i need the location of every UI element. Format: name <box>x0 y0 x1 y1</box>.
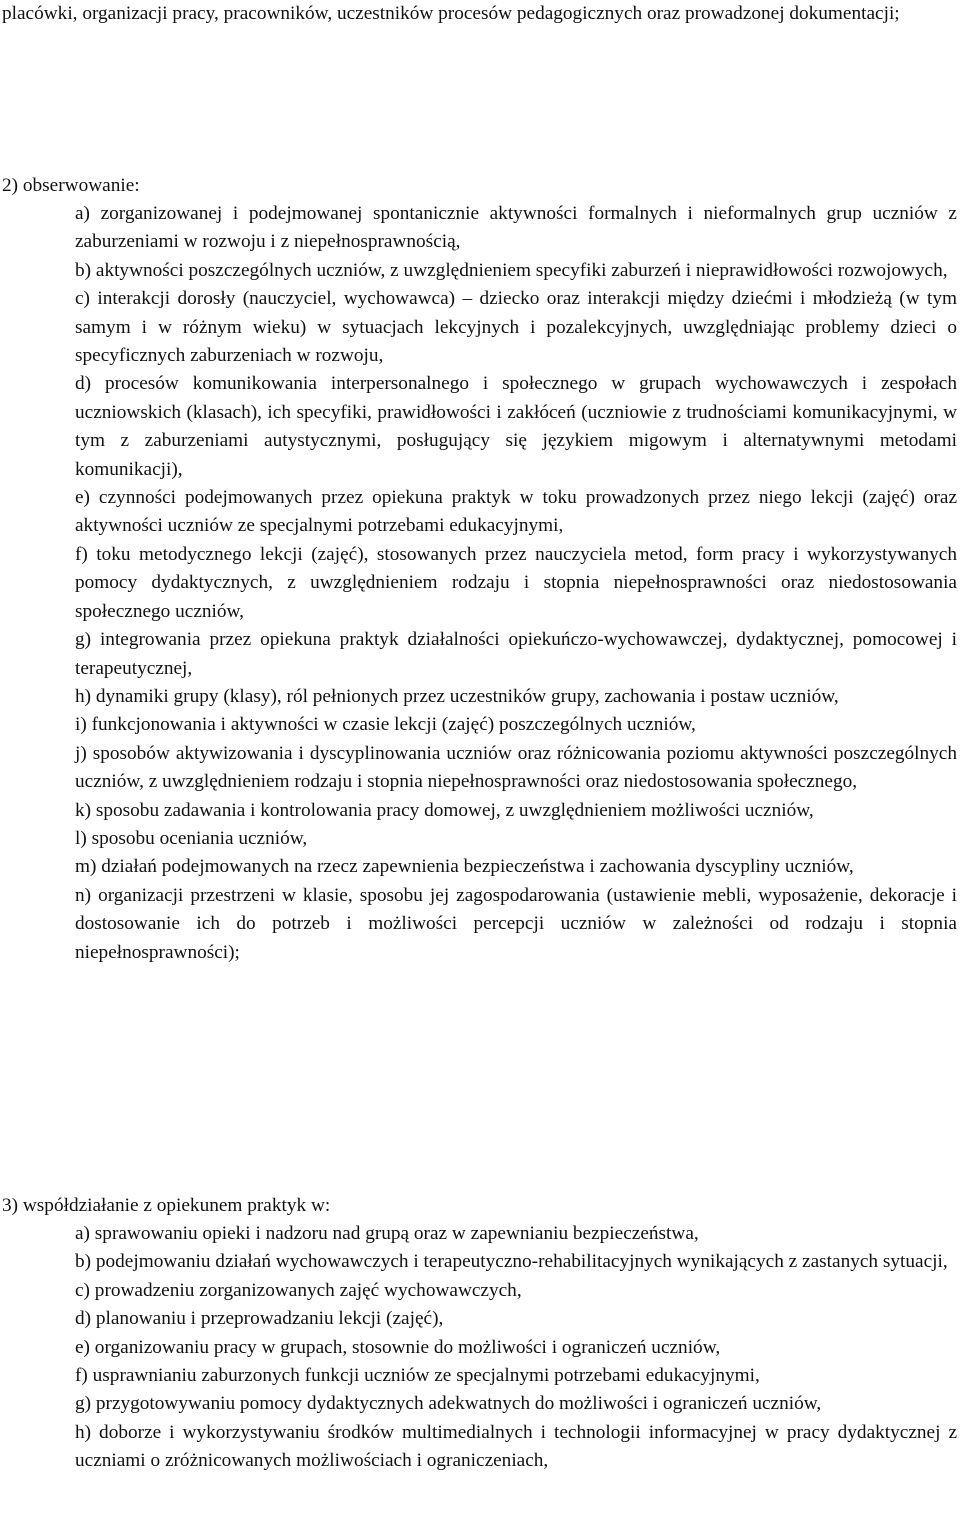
section-2-item-m: m) działań podejmowanych na rzecz zapewnienia bezpieczeństwa i zachowania dyscypliny uczniów, <box>75 856 854 878</box>
section-3-item-e: e) organizowaniu pracy w grupach, stosownie do możliwości i ograniczeń uczniów, <box>75 1336 721 1358</box>
section-2-item-k: k) sposobu zadawania i kontrolowania pracy domowej, z uwzględnieniem możliwości uczniów, <box>75 799 814 821</box>
section-2-item-d: d) procesów komunikowania interpersonalnego i społecznego w grupach wychowawczych i zespołach uczniowskich (klasach), ich specyfiki, prawidłowości i zakłóceń (uczniowie z trudnościami komunikacyjnymi, w tym z zaburzeniami autystycznymi, posługujący się językiem migowym i alternatywnymi metodami komunikacji), <box>75 373 957 480</box>
section-2-item-b: b) aktywności poszczególnych uczniów, z uwzględnieniem specyfiki zaburzeń i nieprawidłowości rozwojowych, <box>75 259 948 281</box>
section-2-item-l: l) sposobu oceniania uczniów, <box>75 827 308 849</box>
section-2-heading-block <box>2 172 957 200</box>
intro-paragraph <box>2 0 957 28</box>
section-2-item-g: g) integrowania przez opiekuna praktyk działalności opiekuńczo-wychowawczej, dydaktycznej, pomocowej i terapeutycznej, <box>75 629 957 679</box>
section-2-item-f: f) toku metodycznego lekcji (zajęć), stosowanych przez nauczyciela metod, form pracy i wykorzystywanych pomocy dydaktycznych, z uwzględnieniem rodzaju i stopnia niepełnosprawności oraz niedostosowania społecznego uczniów, <box>75 543 957 622</box>
section-2-heading: 2) obserwowanie: <box>2 175 140 196</box>
section-3-item-g: g) przygotowywaniu pomocy dydaktycznych adekwatnych do możliwości i ograniczeń uczniów, <box>75 1393 822 1415</box>
section-3-heading-block <box>2 1192 957 1220</box>
section-2-list <box>75 200 957 967</box>
section-3-item-b: b) podejmowaniu działań wychowawczych i terapeutyczno-rehabilitacyjnych wynikających z zastanych sytuacji, <box>75 1251 948 1273</box>
section-2-item-h: h) dynamiki grupy (klasy), ról pełnionych przez uczestników grupy, zachowania i postaw uczniów, <box>75 685 839 707</box>
section-3-list <box>75 1220 957 1476</box>
section-3-item-h: h) doborze i wykorzystywaniu środków multimedialnych i technologii informacyjnej w pracy dydaktycznej z uczniami o zróżnicowanych możliwościach i ograniczeniach, <box>75 1421 957 1472</box>
section-3-item-d: d) planowaniu i przeprowadzaniu lekcji (zajęć), <box>75 1308 444 1330</box>
section-3-item-f: f) usprawnianiu zaburzonych funkcji uczniów ze specjalnymi potrzebami edukacyjnymi, <box>75 1365 760 1387</box>
section-2-item-j: j) sposobów aktywizowania i dyscyplinowania uczniów oraz różnicowania poziomu aktywności poszczególnych uczniów, z uwzględnieniem rodzaju i stopnia niepełnosprawności oraz niedostosowania społecznego, <box>75 742 957 793</box>
section-2-item-n: n) organizacji przestrzeni w klasie, sposobu jej zagospodarowania (ustawienie mebli, wyposażenie, dekoracje i dostosowanie ich do potrzeb i możliwości percepcji uczniów w zależności od rodzaju i stopnia niepełnosprawności); <box>75 884 957 963</box>
section-3-item-a: a) sprawowaniu opieki i nadzoru nad grupą oraz w zapewnianiu bezpieczeństwa, <box>75 1223 699 1244</box>
section-2-item-c: c) interakcji dorosły (nauczyciel, wychowawca) – dziecko oraz interakcji między dziećmi i młodzieżą (w tym samym i w różnym wieku) w sytuacjach lekcyjnych i pozalekcyjnych, uwzględniając problemy dzieci o specyficznych zaburzeniach w rozwoju, <box>75 288 957 367</box>
section-2-item-i: i) funkcjonowania i aktywności w czasie lekcji (zajęć) poszczególnych uczniów, <box>75 714 696 736</box>
section-2-item-a: a) zorganizowanej i podejmowanej spontanicznie aktywności formalnych i nieformalnych grup uczniów z zaburzeniami w rozwoju i z niepełnosprawnością, <box>75 203 957 253</box>
section-3-item-c: c) prowadzeniu zorganizowanych zajęć wychowawczych, <box>75 1279 522 1301</box>
section-3-heading: 3) współdziałanie z opiekunem praktyk w: <box>2 1195 331 1216</box>
section-2-item-e: e) czynności podejmowanych przez opiekuna praktyk w toku prowadzonych przez niego lekcji (zajęć) oraz aktywności uczniów ze specjalnymi potrzebami edukacyjnymi, <box>75 487 957 537</box>
intro-text: placówki, organizacji pracy, pracowników, uczestników procesów pedagogicznych oraz prowadzonej dokumentacji; <box>2 3 900 24</box>
